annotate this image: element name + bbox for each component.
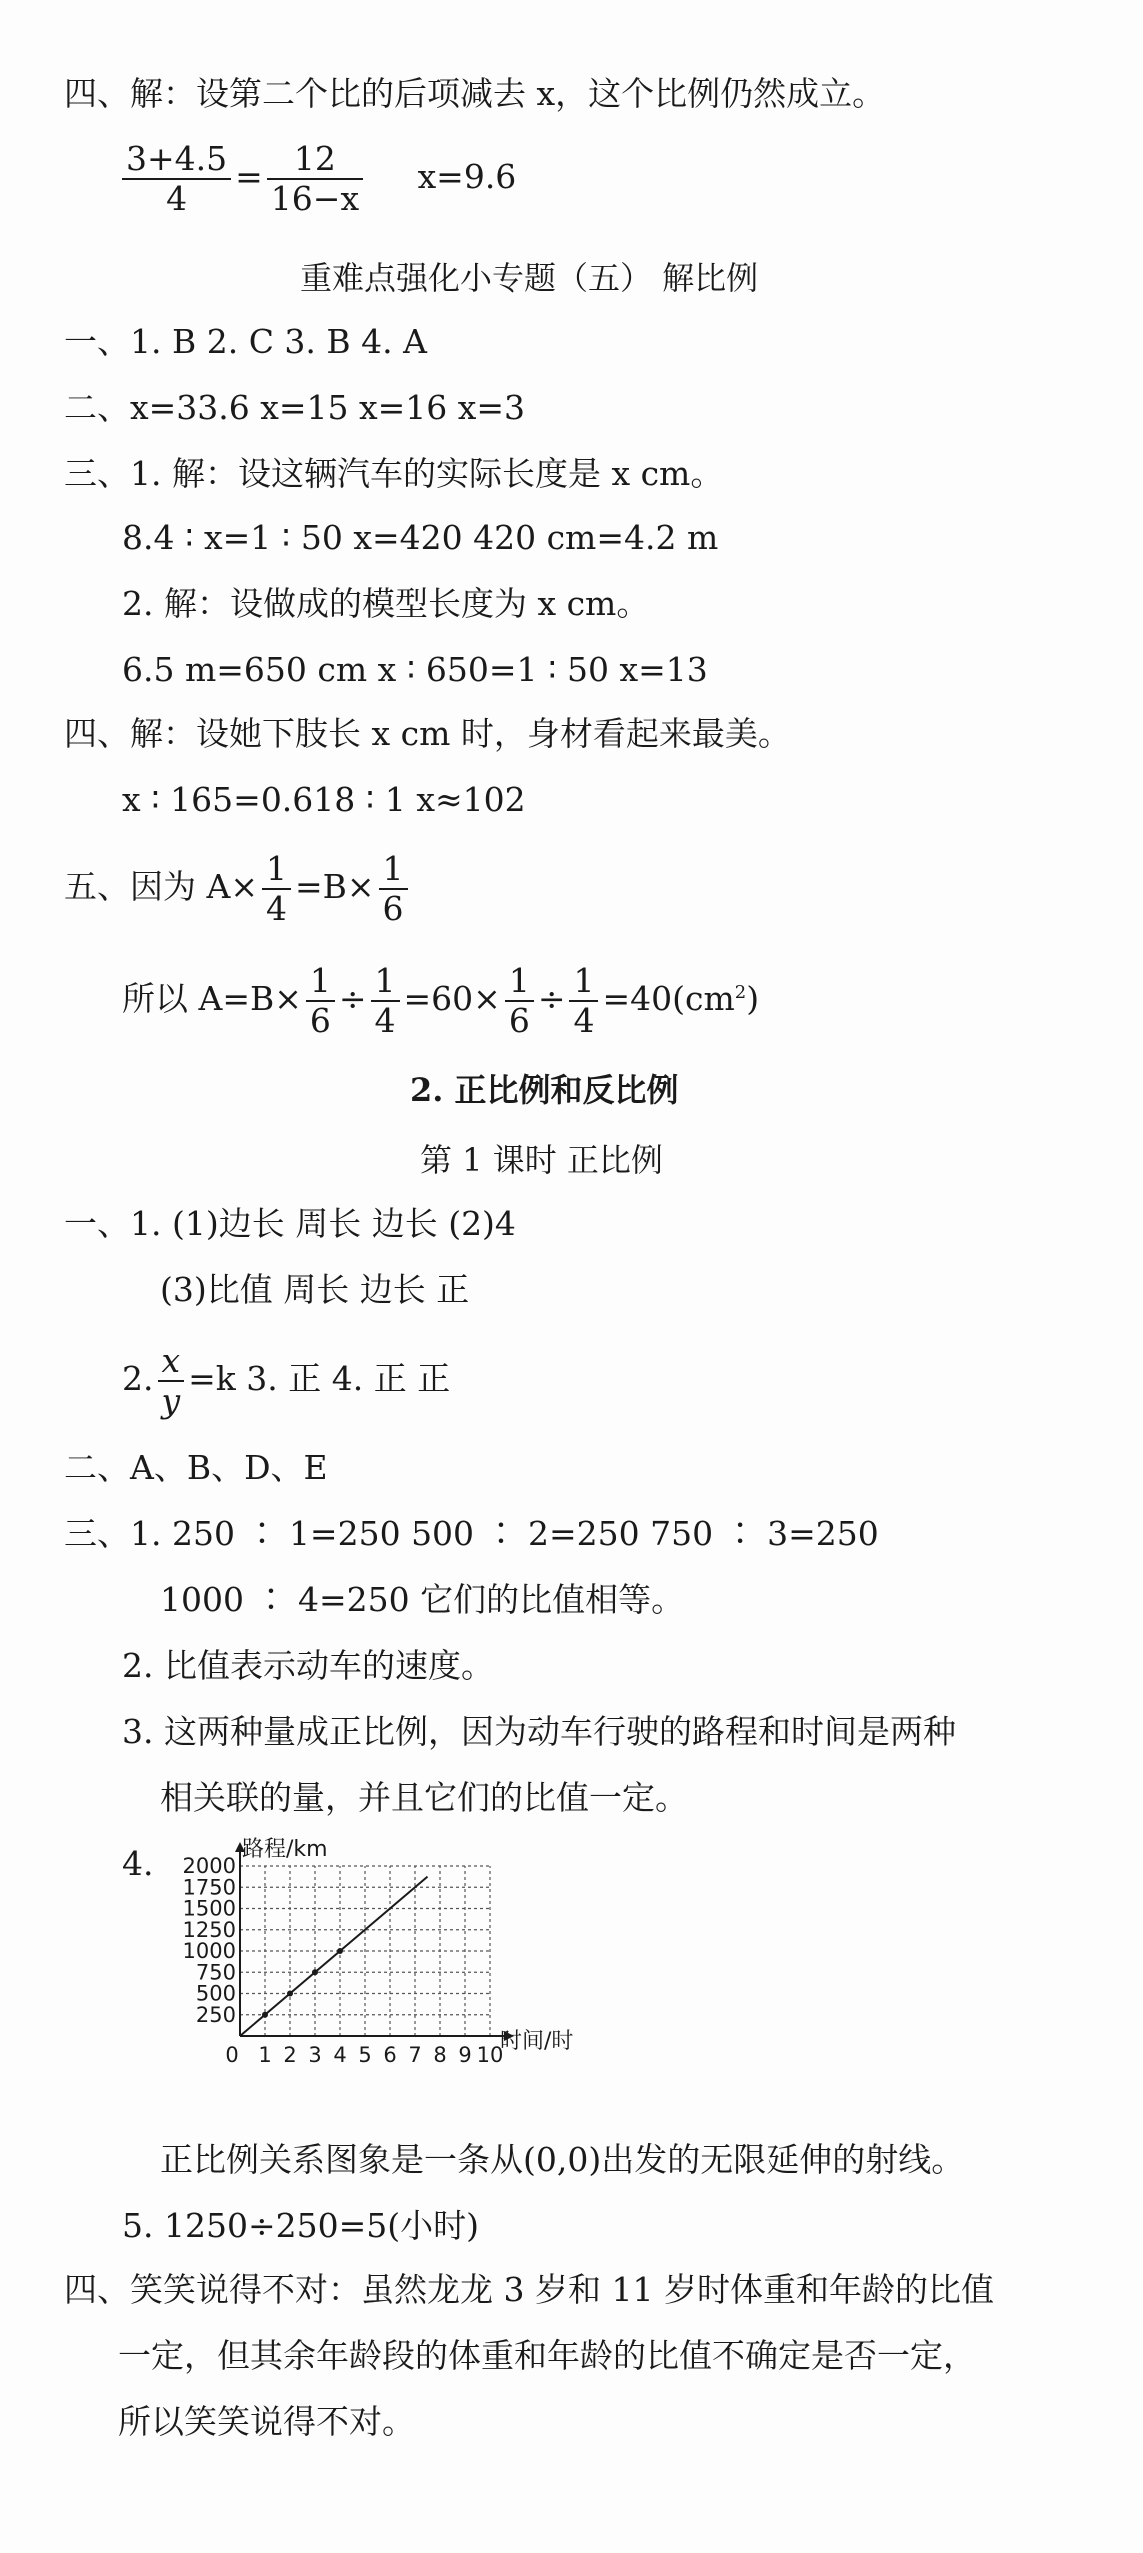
distance-time-chart	[150, 1836, 630, 2086]
yi2-num: x	[158, 1342, 185, 1382]
x-tick-label: 2	[283, 2043, 297, 2067]
yi2-post: =k 3. 正 4. 正 正	[188, 1359, 451, 1398]
prev-equation	[118, 140, 516, 218]
s2-si-a: 四、笑笑说得不对：虽然龙龙 3 岁和 11 岁时体重和年龄的比值	[64, 2270, 994, 2309]
y-tick-label: 1750	[182, 1875, 236, 1900]
prev-line: 四、解：设第二个比的后项减去 x，这个比例仍然成立。	[64, 74, 886, 113]
wu2-f2-den: 4	[374, 1001, 396, 1040]
s5-wu	[64, 850, 412, 928]
frac2-num: 12	[267, 140, 363, 180]
y-tick-label: 1250	[182, 1917, 236, 1942]
data-point	[287, 1991, 293, 1997]
section2-title: 2. 正比例和反比例	[410, 1071, 679, 1109]
wu-f1-den: 4	[265, 889, 287, 928]
x-tick-label: 10	[476, 2043, 504, 2067]
section2-subtitle: 第 1 课时 正比例	[420, 1141, 663, 1179]
x-tick-label: 8	[433, 2043, 447, 2067]
wu2-end: )	[746, 979, 760, 1018]
s5-san2-calc: 6.5 m=650 cm x ∶ 650=1 ∶ 50 x=13	[122, 650, 708, 689]
x-tick-label: 7	[408, 2043, 422, 2067]
s2-san5: 5. 1250÷250=5(小时)	[122, 2206, 479, 2245]
wu2-sup: 2	[734, 982, 747, 1003]
x-tick-label: 6	[383, 2043, 397, 2067]
frac-den: 4	[166, 179, 188, 218]
x-axis-label: 时间/时	[500, 2029, 574, 2054]
eq-sign: =	[235, 157, 263, 196]
s2-er: 二、A、B、D、E	[64, 1448, 328, 1487]
wu2-f1-den: 6	[309, 1001, 331, 1040]
chart-series	[240, 1877, 428, 2036]
prev-result: x=9.6	[417, 157, 517, 196]
wu2-b: ÷	[338, 979, 367, 1018]
s2-san1b: 1000 ∶ 4=250 它们的比值相等。	[160, 1580, 685, 1619]
y-axis-label: 路程/km	[242, 1837, 328, 1862]
x-tick-label: 0	[225, 2043, 239, 2067]
s2-san1: 三、1. 250 ∶ 1=250 500 ∶ 2=250 750 ∶ 3=250	[64, 1514, 879, 1553]
s2-san4-note: 正比例关系图象是一条从(0,0)出发的无限延伸的射线。	[160, 2140, 965, 2179]
wu-prefix: 五、因为 A×	[64, 867, 258, 906]
x-tick-label: 9	[458, 2043, 472, 2067]
wu2-f3-den: 6	[508, 1001, 530, 1040]
s2-si-c: 所以笑笑说得不对。	[118, 2402, 415, 2441]
s2-san4: 4.	[122, 1844, 154, 1883]
y-tick-label: 750	[195, 1960, 236, 1985]
series-line	[240, 1877, 428, 2036]
wu2-d: ÷	[537, 979, 566, 1018]
yi2-pre: 2.	[122, 1359, 154, 1398]
chart-grid	[240, 1866, 490, 2036]
wu-f1-num: 1	[262, 850, 291, 890]
wu2-f4-num: 1	[569, 962, 598, 1002]
s2-san3a: 3. 这两种量成正比例，因为动车行驶的路程和时间是两种	[122, 1712, 956, 1751]
x-tick-label: 5	[358, 2043, 372, 2067]
wu-mid: =B×	[294, 867, 375, 906]
y-tick-label: 1000	[182, 1939, 236, 1963]
s2-san3b: 相关联的量，并且它们的比值一定。	[160, 1778, 688, 1817]
s2-san2: 2. 比值表示动车的速度。	[122, 1646, 494, 1685]
data-point	[337, 1948, 343, 1954]
y-tick-label: 1500	[182, 1896, 236, 1921]
s2-yi1: 一、1. (1)边长 周长 边长 (2)4	[64, 1204, 516, 1243]
wu2-c: =60×	[403, 979, 501, 1018]
s5-yi: 一、1. B 2. C 3. B 4. A	[64, 322, 427, 361]
s5-er: 二、x=33.6 x=15 x=16 x=3	[64, 388, 525, 427]
chart-axes	[235, 1842, 514, 2041]
wu2-f1-num: 1	[306, 962, 335, 1002]
yi2-den: y	[161, 1381, 181, 1420]
x-tick-label: 3	[308, 2043, 322, 2067]
s2-yi1b: (3)比值 周长 边长 正	[160, 1270, 470, 1309]
s5-si-calc: x ∶ 165=0.618 ∶ 1 x≈102	[122, 780, 526, 819]
s5-san1: 三、1. 解：设这辆汽车的实际长度是 x cm。	[64, 454, 724, 493]
x-tick-label: 4	[333, 2043, 347, 2067]
wu2-e: =40(cm	[602, 979, 735, 1018]
wu2-f2-num: 1	[371, 962, 400, 1002]
s2-si-b: 一定，但其余年龄段的体重和年龄的比值不确定是否一定，	[118, 2336, 976, 2375]
s5-si: 四、解：设她下肢长 x cm 时，身材看起来最美。	[64, 714, 791, 753]
wu2-a: 所以 A=B×	[122, 979, 302, 1018]
s2-yi2	[122, 1342, 450, 1420]
data-point	[262, 2012, 268, 2018]
y-tick-label: 2000	[182, 1854, 236, 1878]
wu2-f3-num: 1	[505, 962, 534, 1002]
frac-num: 3+4.5	[122, 140, 231, 180]
s5-wu2	[122, 962, 759, 1040]
section5-title: 重难点强化小专题（五） 解比例	[300, 259, 759, 297]
s5-san2: 2. 解：设做成的模型长度为 x cm。	[122, 584, 650, 623]
y-tick-label: 250	[195, 2002, 236, 2027]
x-tick-label: 1	[258, 2043, 272, 2067]
frac2-den: 16−x	[270, 179, 360, 218]
wu-f2-den: 6	[382, 889, 404, 928]
data-point	[312, 1969, 318, 1975]
wu2-f4-den: 4	[573, 1001, 595, 1040]
s5-san1-calc: 8.4 ∶ x=1 ∶ 50 x=420 420 cm=4.2 m	[122, 518, 719, 557]
y-tick-label: 500	[195, 1981, 236, 2006]
wu-f2-num: 1	[379, 850, 408, 890]
